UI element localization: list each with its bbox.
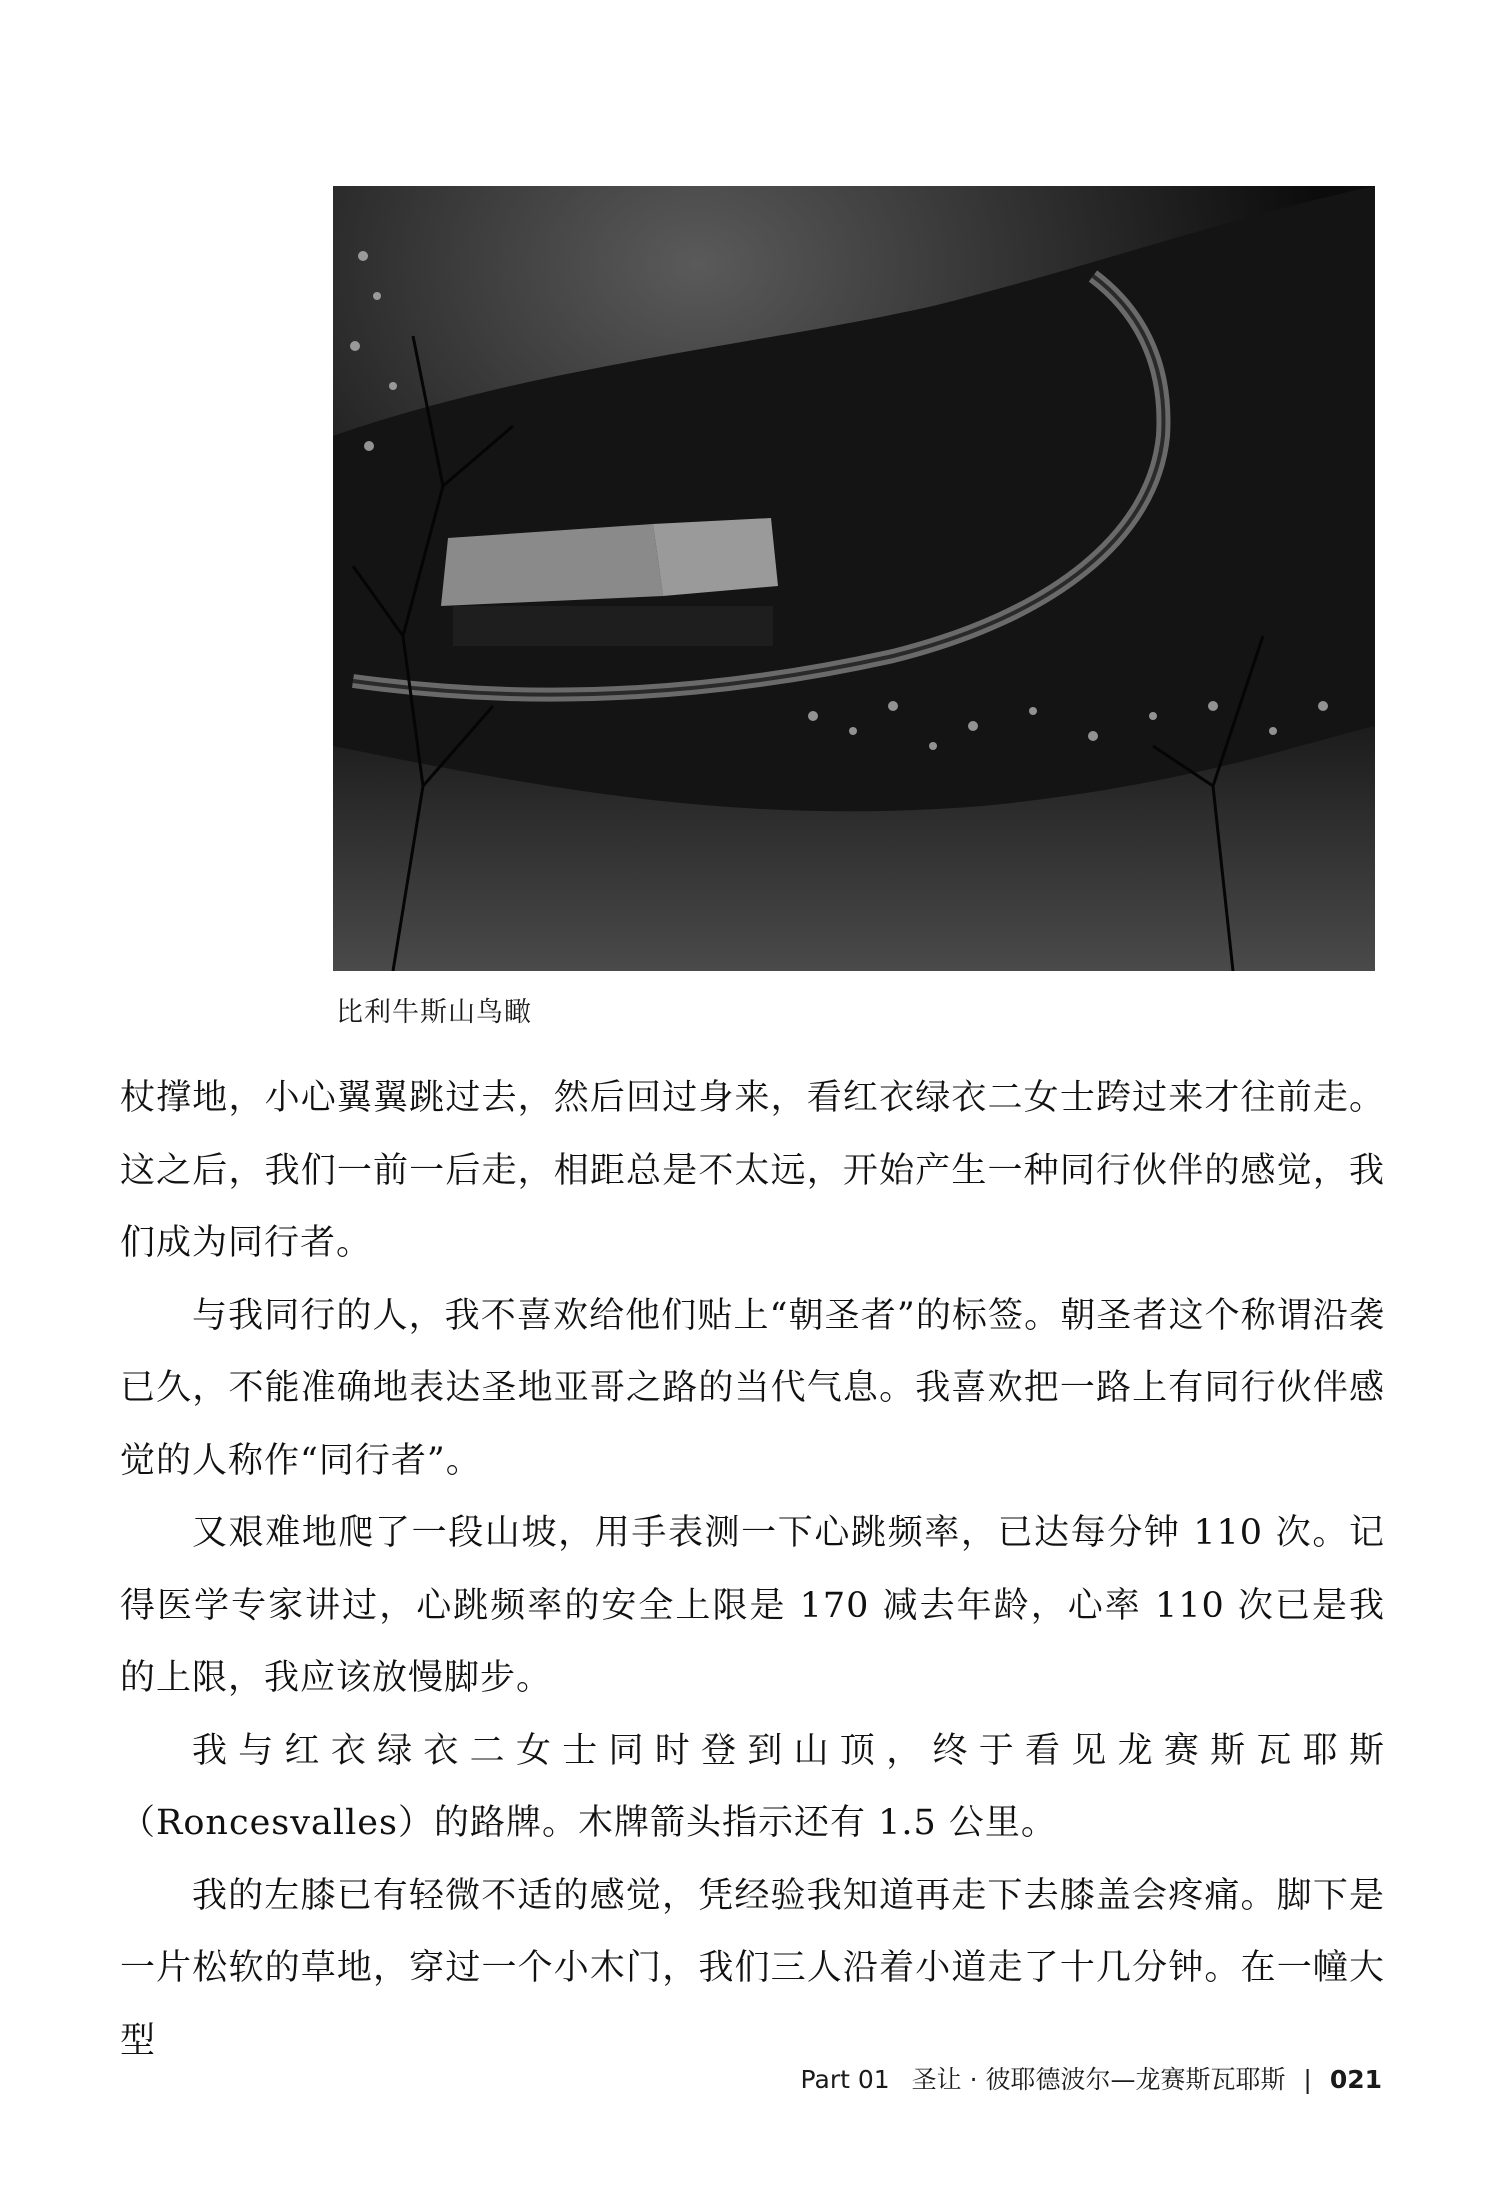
page-footer [801,2060,1382,2096]
paragraph: 我与红衣绿衣二女士同时登到山顶，终于看见龙赛斯瓦耶斯（Roncesvalles）的路牌。木牌箭头指示还有 1.5 公里。 [120,1730,1385,1843]
figure-photo [333,186,1375,971]
body-text [120,1062,1385,2077]
paragraph: 我的左膝已有轻微不适的感觉，凭经验我知道再走下去膝盖会疼痛。脚下是一片松软的草地，穿过一个小木门，我们三人沿着小道走了十几分钟。在一幢大型 [120,1875,1385,2061]
paragraph: 又艰难地爬了一段山坡，用手表测一下心跳频率，已达每分钟 110 次。记得医学专家讲过，心跳频率的安全上限是 170 减去年龄，心率 110 次已是我的上限，我应该放慢脚步。 [120,1513,1385,1698]
page-number: 021 [1329,2065,1382,2094]
chapter-title: 圣让 · 彼耶德波尔—龙赛斯瓦耶斯 [911,2065,1286,2094]
figure-caption: 比利牛斯山鸟瞰 [336,997,532,1028]
footer-separator: | [1303,2065,1312,2094]
paragraph: 杖撑地，小心翼翼跳过去，然后回过身来，看红衣绿衣二女士跨过来才往前走。这之后，我们一前一后走，相距总是不太远，开始产生一种同行伙伴的感觉，我们成为同行者。 [120,1078,1385,1263]
hillside-photo [333,186,1375,971]
part-label: Part 01 [800,2065,890,2094]
paragraph: 与我同行的人，我不喜欢给他们贴上“朝圣者”的标签。朝圣者这个称谓沿袭已久，不能准确地表达圣地亚哥之路的当代气息。我喜欢把一路上有同行伙伴感觉的人称作“同行者”。 [120,1295,1385,1481]
